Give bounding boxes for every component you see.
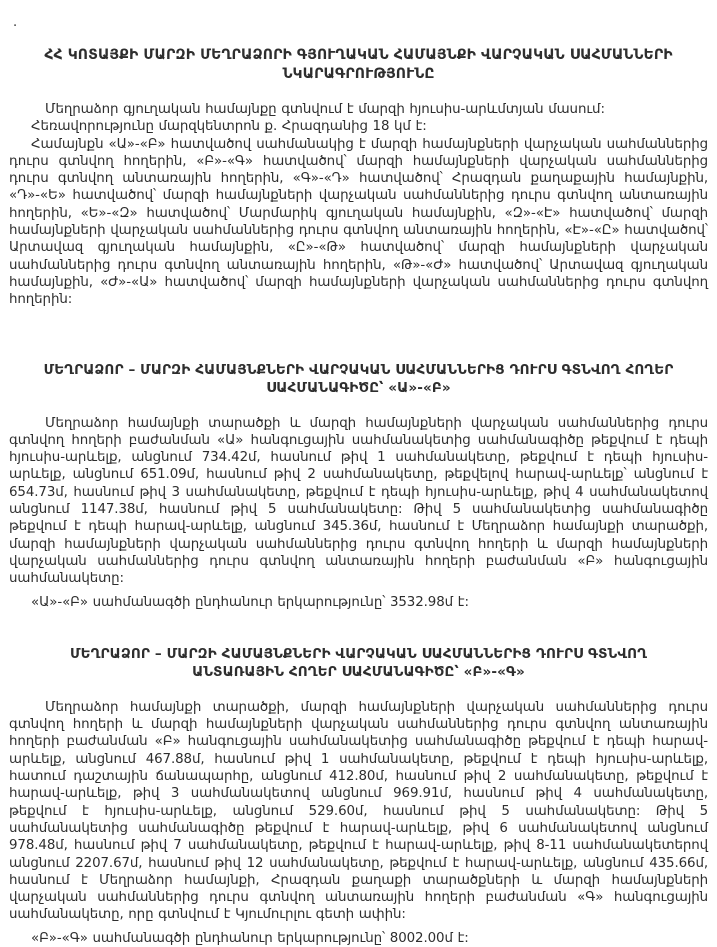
intro-location-paragraph: Մեղրաձոր գյուղական համայնքը գտնվում է մարզի հյուսիս-արևմտյան մասում: (45, 102, 605, 117)
section-heading-b-g-line-1: ՄԵՂՐԱՁՈՐ – ՄԱՐԶԻ ՀԱՄԱՅՆՔՆԵՐԻ ՎԱՐՉԱԿԱՆ ՍԱՀՄԱՆՆԵՐԻՑ ԴՈՒՐՍ ԳՏՆՎՈՂ (69, 645, 648, 662)
document-title-line-1: ՀՀ ԿՈՏԱՅՔԻ ՄԱՐԶԻ ՄԵՂՐԱՁՈՐԻ ԳՅՈՒՂԱԿԱՆ ՀԱՄԱՅՆՔԻ ՎԱՐՉԱԿԱՆ ՍԱՀՄԱՆՆԵՐԻ (44, 47, 673, 63)
section-a-b-body-paragraph: Մեղրաձոր համայնքի տարածքի և մարզի համայնքների վարչական սահմաններից դուրս գտնվող հողերի բաժանման «Ա» հանգուցային սահմանակետից սահմանագիծը թեքվում է դեպի հյուսիս-արևելք, անցնում 734.42մ, հասնում թիվ 1 սահմանակետը, թեքվում է դեպի հյուսիս-արևելք, անցնում 651.09մ, հասնում թիվ 2 սահմանակետը, թեքվելով հարավ-արևելք՝ անցնում է 654.73մ, հասնում թիվ 3 սահմանակետը, թեքվում է դեպի հյուսիս-արևելք, թիվ 4 սահմանակետով անցնում 1147.38մ, հասնում թիվ 5 սահմանակետը: Թիվ 5 սահմանակետից սահմանագիծը թեքվում է դեպի հարավ-արևելք, անցնում 345.36մ, հասնում է Մեղրաձոր համայնքի տարածքի, մարզի համայնքների վարչական սահմաններից դուրս գտնվող հողերի և մարզի համայնքների վարչական սահմաններից դուրս գտնվող անտառային հողերի բաժանման «Բ» հանգուցային սահմանակետը: (9, 415, 708, 587)
section-heading-b-g (9, 645, 708, 682)
section-b-g-body-paragraph: Մեղրաձոր համայնքի տարածքի, մարզի համայնքների վարչական սահմաններից դուրս գտնվող հողերի և մարզի համայնքների վարչական սահմաններից դուրս գտնվող անտառային հողերի բաժանման «Բ» հանգուցային սահմանակետից սահմանագիծը թեքվում է դեպի հարավ-արևելք, անցնում 467.88մ, հասնում թիվ 1 սահմանակետը, թեքվում է դեպի հյուսիս-արևելք, հատում դաշտային ճանապարհը, անցնում 412.80մ, հասնում թիվ 2 սահմանակետը, թեքվում է հարավ-արևելք, թիվ 3 սահմանակետով անցնում 969.91մ, հասնում թիվ 4 սահմանակետը, թեքվում է հյուսիս-արևելք, անցնում 529.60մ, հասնում թիվ 5 սահմանակետը: Թիվ 5 սահմանակետից սահմանագիծը թեքվում է հարավ-արևելք, թիվ 6 սահմանակետով անցնում 978.48մ, հասնում թիվ 7 սահմանակետը, թեքվում է հարավ-արևելք, թիվ 8-11 սահմանակետերով անցնում 2207.67մ, հասնում թիվ 12 սահմանակետը, թեքվում է հարավ-արևելք, անցնում 435.66մ, հասնում է Մեղրաձոր համայնքի, Հրազդան քաղաքի տարածքների և մարզի համայնքների վարչական սահմաններից դուրս գտնվող անտառային հողերի բաժանման «Գ» հանգուցային սահմանակետը, որը գտնվում է Կյումուրլու գետի ափին: (9, 699, 708, 923)
section-heading-b-g-line-2: ԱՆՏԱՌԱՅԻՆ ՀՈՂԵՐ ՍԱՀՄԱՆԱԳԻԾԸ՝ «Բ»-«Գ» (192, 664, 525, 681)
document-title-line-2: ՆԿԱՐԱԳՐՈՒԹՅՈՒՆԸ (282, 66, 435, 82)
corner-period-mark: . (13, 15, 18, 30)
section-a-b-length-note: «Ա»-«Բ» սահմանագծի ընդհանուր երկարությունը՝ 3532.98մ է: (31, 594, 469, 610)
section-heading-a-b-line-2: ՍԱՀՄԱՆԱԳԻԾԸ՝ «Ա»-«Բ» (266, 380, 451, 397)
document-title (9, 46, 708, 84)
section-heading-a-b (9, 361, 708, 398)
intro-adjacency-paragraph: Համայնքն «Ա»-«Բ» հատվածով սահմանակից է մարզի համայնքների վարչական սահմաններից դուրս գտնվող հողերին, «Բ»-«Գ» հատվածով՝ մարզի համայնքների վարչական սահմաններից դուրս գտնվող անտառային հողերին, «Գ»-«Դ» հատվածով՝ Հրազդան քաղաքային համայնքին, «Դ»-«Ե» հատվածով՝ մարզի համայնքների վարչական սահմաններից դուրս գտնվող անտառային հողերին, «Ե»-«Զ» հատվածով՝ Մարմարիկ գյուղական համայնքին, «Զ»-«Է» հատվածով՝ մարզի համայնքների վարչական սահմաններից դուրս գտնվող անտառային հողերին, «Է»-«Ը» հատվածով՝ Արտավազ գյուղական համայնքին, «Ը»-«Թ» հատվածով՝ մարզի համայնքների վարչական սահմաններից դուրս գտնվող անտառային հողերին, «Թ»-«Ժ» հատվածով՝ Արտավազ գյուղական համայնքին, «Ժ»-«Ա» հատվածով՝ մարզի համայնքների վարչական սահմաններից դուրս գտնվող հողերին: (9, 136, 708, 308)
section-b-g-length-note: «Բ»-«Գ» սահմանագծի ընդհանուր երկարությունը՝ 8002.00մ է: (31, 930, 469, 946)
section-heading-a-b-line-1: ՄԵՂՐԱՁՈՐ – ՄԱՐԶԻ ՀԱՄԱՅՆՔՆԵՐԻ ՎԱՐՉԱԿԱՆ ՍԱՀՄԱՆՆԵՐԻՑ ԴՈՒՐՍ ԳՏՆՎՈՂ ՀՈՂԵՐ (43, 361, 674, 378)
intro-distance-paragraph: Հեռավորությունը մարզկենտրոն ք. Հրազդանից 18 կմ է: (31, 119, 427, 135)
